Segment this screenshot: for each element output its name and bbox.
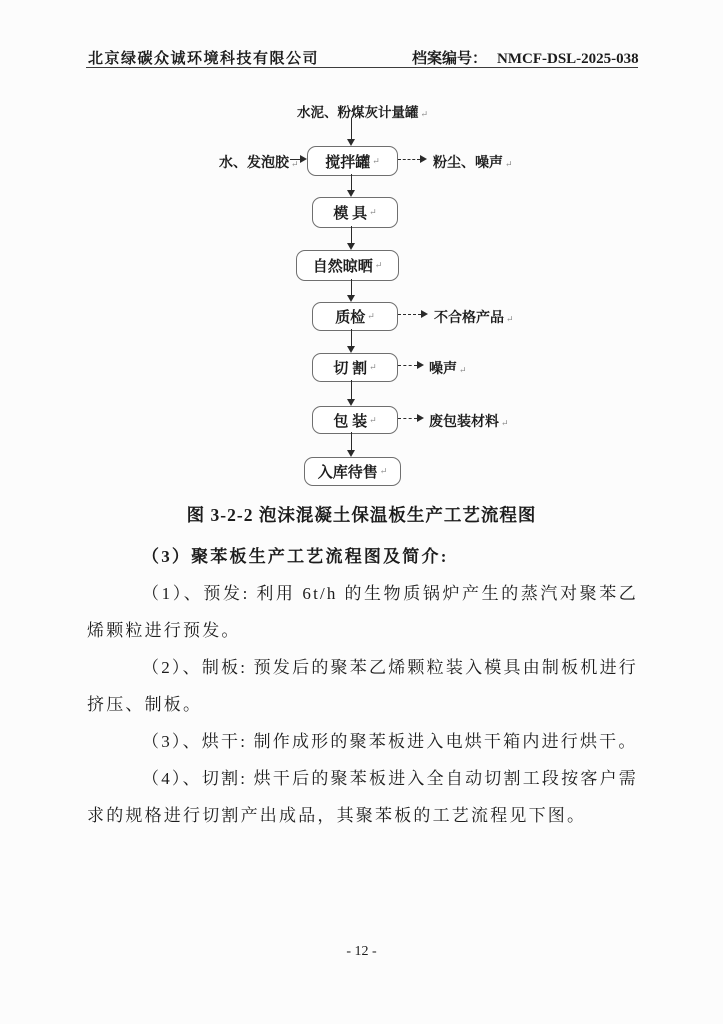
down-arrow-line	[351, 226, 352, 243]
emission-arrow-head	[421, 310, 428, 318]
flow-source-label: 水泥、粉煤灰计量罐 ↵	[297, 105, 429, 120]
company-name: 北京绿碳众诚环境科技有限公司	[88, 51, 320, 67]
emission-dashed-line	[398, 418, 417, 419]
flow-node-natural-drying: 自然晾晒 ↵	[296, 250, 399, 281]
return-mark: ↵	[374, 260, 383, 270]
return-mark: ↵	[506, 314, 514, 324]
down-arrow-head	[347, 190, 355, 197]
emission-dashed-line	[398, 314, 421, 315]
flow-input-label: 水、发泡胶 ↵	[219, 156, 299, 171]
down-arrow-head	[347, 346, 355, 353]
emission-arrow-head	[417, 414, 424, 422]
flow-node-mold: 模 具 ↵	[312, 197, 398, 228]
return-mark: ↵	[369, 414, 377, 425]
emission-dashed-line	[398, 159, 420, 160]
emission-label-dust-noise: 粉尘、噪声 ↵	[433, 156, 513, 171]
input-arrow-line	[290, 159, 300, 160]
emission-label-rejects: 不合格产品 ↵	[434, 311, 514, 326]
down-arrow-line	[351, 432, 352, 450]
paragraph-board-making: （2）、制板: 预发后的聚苯乙烯颗粒装入模具由制板机进行挤压、制板。	[87, 658, 638, 714]
down-arrow-head	[347, 450, 355, 457]
return-mark: ↵	[369, 362, 377, 372]
flow-node-cutting: 切 割 ↵	[312, 353, 398, 382]
body-text	[87, 538, 638, 834]
down-arrow-line	[351, 279, 352, 295]
down-arrow-head	[347, 399, 355, 406]
figure-caption: 图 3-2-2 泡沫混凝土保温板生产工艺流程图	[186, 505, 537, 525]
return-mark: ↵	[505, 159, 513, 169]
down-arrow-line	[351, 329, 352, 346]
emission-label-waste-packaging: 废包装材料 ↵	[429, 415, 509, 430]
archive-number-block	[412, 47, 639, 68]
archive-number: NMCF-DSL-2025-038	[497, 51, 639, 67]
down-arrow-line	[351, 118, 352, 139]
down-arrow-line	[351, 174, 352, 190]
flow-node-warehouse: 入库待售 ↵	[304, 457, 401, 486]
return-mark: ↵	[372, 155, 380, 166]
down-arrow-head	[347, 139, 355, 146]
return-mark: ↵	[367, 311, 375, 321]
return-mark: ↵	[501, 418, 509, 428]
paragraph-drying: （3）、烘干: 制作成形的聚苯板进入电烘干箱内进行烘干。	[142, 732, 638, 751]
input-arrow-head	[300, 155, 307, 163]
return-mark: ↵	[459, 365, 467, 375]
section-heading: （3）聚苯板生产工艺流程图及简介:	[142, 547, 449, 566]
return-mark: ↵	[369, 207, 377, 217]
emission-dashed-line	[398, 365, 417, 366]
emission-label-noise: 噪声 ↵	[429, 362, 467, 377]
header-rule	[86, 67, 638, 68]
emission-arrow-head	[417, 361, 424, 369]
down-arrow-line	[351, 380, 352, 399]
return-mark: ↵	[420, 109, 429, 119]
paragraph-prefoaming: （1）、预发: 利用 6t/h 的生物质锅炉产生的蒸汽对聚苯乙烯颗粒进行预发。	[87, 584, 638, 640]
down-arrow-head	[347, 295, 355, 302]
return-mark: ↵	[291, 159, 299, 169]
archive-label: 档案编号：	[412, 51, 488, 67]
return-mark: ↵	[379, 466, 388, 476]
down-arrow-head	[347, 243, 355, 250]
page-number: - 12 -	[346, 944, 377, 959]
emission-arrow-head	[420, 155, 427, 163]
flow-node-packing: 包 装 ↵	[312, 406, 398, 434]
flow-node-quality-check: 质检 ↵	[312, 302, 398, 331]
paragraph-cutting: （4）、切割: 烘干后的聚苯板进入全自动切割工段按客户需求的规格进行切割产出成品，其聚苯板的工艺流程见下图。	[87, 769, 638, 825]
flow-node-mixing-tank: 搅拌罐 ↵	[307, 146, 398, 176]
